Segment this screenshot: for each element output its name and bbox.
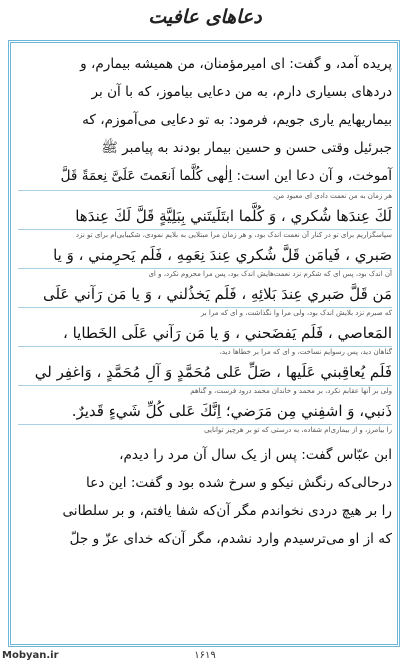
prose-line: بیماریهایم یاری جویم، فرمود: به تو دعایی می‌آموزم، که: [82, 112, 392, 128]
prose-line: را بر هیچ دردی نخواندم مگر آن‌که شفا یافتم، و بر سلطانی: [62, 503, 392, 519]
prose-line: آموخت، و آن دعا این است: اِلٰهی کُلَّما اَنعَمتَ عَلَیَّ نِعمَةً قَلَّ: [60, 168, 392, 184]
page-body: [18, 50, 392, 553]
translation-line: هر زمان به من نعمت دادی ای معبود من،: [18, 190, 392, 203]
translation-line: آن اندک بود، پس ای که شکرم نزد نعمت‌هایش اندک بود، پس مرا محروم نکرد، و ای: [18, 268, 392, 281]
prose-line: درحالی‌که رنگش نیکو و سرخ شده بود و گفت: این دعا: [86, 475, 392, 491]
prose-line: ابن عبّاس گفت: پس از یک سال آن مرد را دیدم،: [119, 447, 392, 463]
arabic-verse: مَن قَلَّ صَبري عِندَ بَلائِهِ ، فَلَم يَخذُلني ، وَ يا مَن رَآني عَلَى: [42, 285, 392, 303]
page-number: ۱۶۱۹: [194, 650, 216, 661]
arabic-verse: لَكَ عِندَها شُكري ، وَ كُلَّما ابتَلَيتَني بِبَلِيَّةٍ قَلَّ لَكَ عِندَها: [75, 207, 392, 225]
translation-line: را بیامرز، و از بیماری‌ام شفاده، به درستی که تو بر هرچیز توانایی: [18, 424, 392, 437]
arabic-verse: المَعاصي ، فَلَم يَفضَحني ، وَ يا مَن رَآني عَلَى الخَطايا ،: [62, 324, 392, 342]
arabic-verse: ذَنبي، وَ اشفِني مِن مَرَضي؛ اِنَّكَ عَلى كُلِّ شَيءٍ قَديرٌ.: [71, 402, 392, 420]
page-title: دعاهای عافیت: [148, 6, 262, 28]
translation-line: که صبرم نزد بلایش اندک بود، ولی مرا وا نگذاشت، و ای که مرا بر: [18, 307, 392, 320]
prose-line: جبرئیل وقتی حسن و حسین بیمار بودند به پیامبر ﷺ: [101, 140, 392, 156]
arabic-verse: صَبري ، فَيامَن قَلَّ شُكري عِندَ نِعَمِهِ ، فَلَم يَحرِمني ، وَ يا: [53, 246, 392, 264]
arabic-verse: فَلَم يُعاقِبني عَلَيها ، صَلِّ عَلى مُحَمَّدٍ وَ آلِ مُحَمَّدٍ ، وَاغفِر لي: [34, 363, 392, 381]
prose-line: دردهای بسیاری دارم، به من دعایی بیاموز، که با آن بر: [91, 84, 392, 100]
translation-line: ولی بر آنها عقابم نکرد، بر محمد و خاندان محمد درود فرست، و گناهم: [18, 385, 392, 398]
prose-line: پریده آمد، و گفت: ای امیرمؤمنان، من همیشه بیمارم، و: [80, 56, 392, 72]
site-brand[interactable]: Mobyan.ir: [2, 650, 59, 661]
prose-line: که از او می‌ترسیدم وارد نشدم، مگر آن‌که خدای عزّ و جلّ: [69, 531, 392, 547]
translation-line: گناهان دید، پس رسوایم نساخت، و ای که مرا بر خطاها دید،: [18, 346, 392, 359]
translation-line: سپاسگزاریم برای تو در کنار آن نعمت اندک بود، و هر زمان مرا مبتلایی به بلایم نمودی، شکیبایی‌ام برای تو نزد: [18, 229, 392, 242]
